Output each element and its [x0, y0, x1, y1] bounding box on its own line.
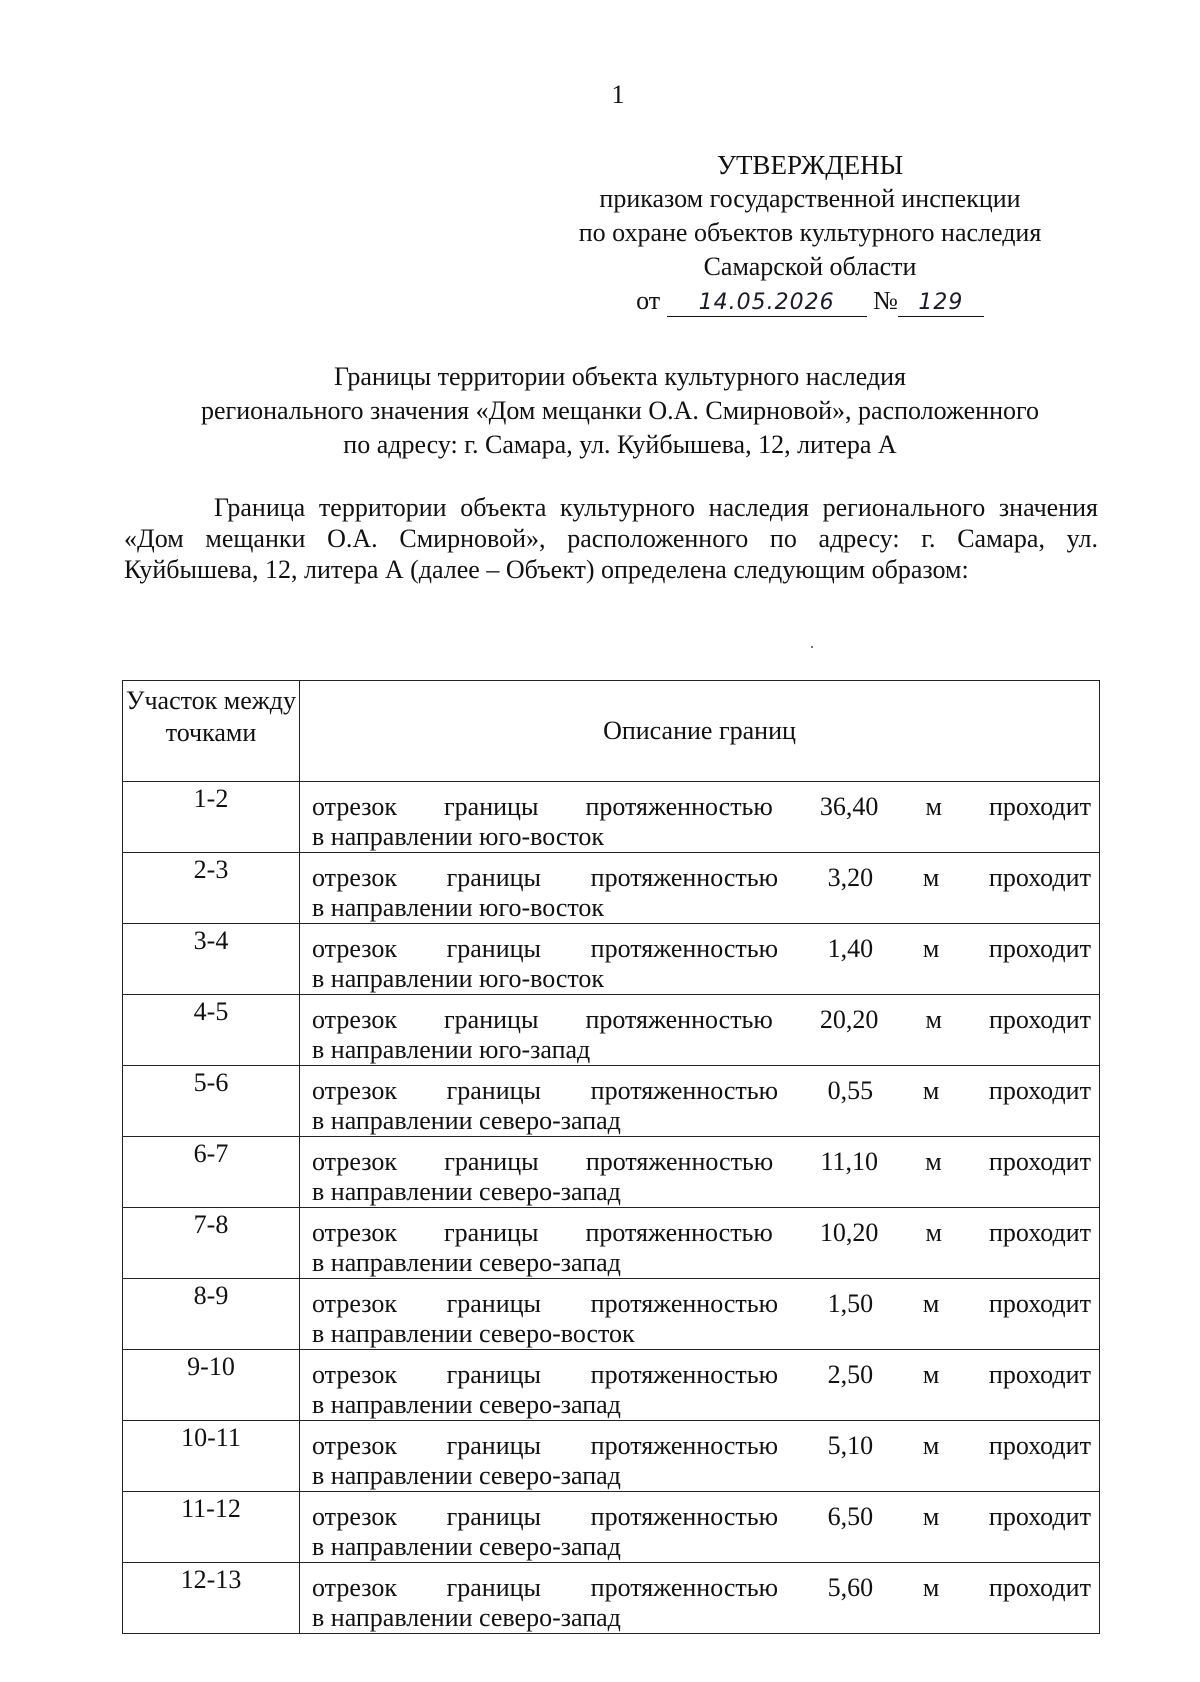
direction-text: в направлении северо-запад	[312, 1248, 621, 1277]
length-value: 0,55	[827, 1076, 874, 1105]
description-line-1	[312, 1218, 1091, 1248]
description-line-1	[312, 1076, 1091, 1106]
intro-text: Граница территории объекта культурного наследия регионального значения «Дом мещанки О.А. Смирновой», расположенного по адресу: г. Самара, ул. Куйбышева, 12, литера А (далее – Объект) определена следующим образом:	[124, 493, 1098, 584]
length-value: 10,20	[819, 1218, 879, 1247]
length-unit: м	[922, 934, 940, 963]
word-length: протяженностью	[585, 1005, 773, 1034]
length-unit: м	[925, 1218, 942, 1247]
boundary-table	[122, 680, 1100, 1634]
description-cell	[300, 1066, 1100, 1137]
length-value: 36,40	[819, 792, 879, 821]
word-length: протяженностью	[585, 1147, 774, 1176]
approval-line-2: по охране объектов культурного наследия	[578, 218, 1042, 247]
length-value: 5,60	[827, 1573, 874, 1602]
section-cell: 3-4	[123, 924, 300, 995]
word-passes: проходит	[988, 934, 1091, 963]
description-line-1	[312, 1360, 1091, 1390]
word-length: протяженностью	[585, 1218, 773, 1247]
word-segment: отрезок	[312, 1360, 397, 1389]
description-cell	[300, 782, 1100, 853]
table-body	[123, 782, 1100, 1634]
section-cell: 2-3	[123, 853, 300, 924]
table-row	[123, 1563, 1100, 1634]
description-cell	[300, 853, 1100, 924]
length-value: 11,10	[820, 1147, 878, 1176]
length-unit: м	[922, 1573, 940, 1602]
section-cell: 12-13	[123, 1563, 300, 1634]
description-line-1	[312, 792, 1091, 822]
direction-text: в направлении северо-запад	[312, 1177, 621, 1206]
word-boundary: границы	[444, 1147, 539, 1176]
word-passes: проходит	[988, 1218, 1091, 1247]
table-row	[123, 1492, 1100, 1563]
length-value: 2,50	[827, 1360, 874, 1389]
direction-text: в направлении юго-запад	[312, 1035, 591, 1064]
word-passes: проходит	[988, 1431, 1091, 1460]
word-segment: отрезок	[312, 1431, 397, 1460]
length-unit: м	[922, 1502, 940, 1531]
section-cell: 11-12	[123, 1492, 300, 1563]
word-boundary: границы	[446, 863, 542, 892]
word-passes: проходит	[988, 1289, 1091, 1318]
approval-line-3: Самарской области	[703, 252, 917, 281]
direction-text: в направлении юго-восток	[312, 822, 605, 851]
order-number-field	[898, 288, 984, 317]
word-segment: отрезок	[312, 1218, 397, 1247]
direction-text: в направлении северо-запад	[312, 1106, 621, 1135]
direction-text: в направлении юго-восток	[312, 964, 605, 993]
word-boundary: границы	[446, 1573, 542, 1602]
word-segment: отрезок	[312, 863, 397, 892]
word-length: протяженностью	[590, 863, 779, 892]
table-row	[123, 782, 1100, 853]
section-cell: 9-10	[123, 1350, 300, 1421]
description-line-1	[312, 1147, 1091, 1177]
section-cell: 10-11	[123, 1421, 300, 1492]
table-row	[123, 1208, 1100, 1279]
header-description: Описание границ	[300, 681, 1100, 782]
length-unit: м	[922, 1076, 940, 1105]
word-segment: отрезок	[312, 934, 397, 963]
intro-paragraph	[124, 492, 1098, 585]
length-unit: м	[922, 1289, 940, 1318]
word-boundary: границы	[446, 1289, 542, 1318]
length-value: 3,20	[827, 863, 874, 892]
length-unit: м	[925, 1005, 942, 1034]
scan-speck	[811, 646, 813, 648]
table-row	[123, 995, 1100, 1066]
word-length: протяженностью	[590, 1502, 779, 1531]
handwritten-number: 129	[918, 290, 964, 315]
description-line-1	[312, 1431, 1091, 1461]
word-segment: отрезок	[312, 1502, 397, 1531]
word-length: протяженностью	[590, 1431, 779, 1460]
word-segment: отрезок	[312, 792, 397, 821]
table-row	[123, 924, 1100, 995]
word-length: протяженностью	[585, 792, 773, 821]
description-line-1	[312, 934, 1091, 964]
word-length: протяженностью	[590, 1289, 779, 1318]
section-cell: 8-9	[123, 1279, 300, 1350]
word-segment: отрезок	[312, 1076, 397, 1105]
length-value: 5,10	[827, 1431, 874, 1460]
table-row	[123, 1066, 1100, 1137]
direction-text: в направлении северо-восток	[312, 1319, 635, 1348]
word-boundary: границы	[444, 1218, 539, 1247]
description-cell	[300, 1563, 1100, 1634]
title-line-1: Границы территории объекта культурного наследия	[333, 362, 907, 391]
word-boundary: границы	[444, 792, 539, 821]
word-boundary: границы	[446, 1076, 542, 1105]
section-cell: 5-6	[123, 1066, 300, 1137]
direction-text: в направлении северо-запад	[312, 1603, 621, 1632]
length-value: 20,20	[819, 1005, 879, 1034]
direction-text: в направлении северо-запад	[312, 1532, 621, 1561]
description-line-1	[312, 863, 1091, 893]
order-date-field	[667, 288, 867, 317]
word-passes: проходит	[988, 1076, 1091, 1105]
word-segment: отрезок	[312, 1005, 397, 1034]
table-row	[123, 1421, 1100, 1492]
description-line-1	[312, 1502, 1091, 1532]
length-value: 1,50	[827, 1289, 874, 1318]
section-cell: 1-2	[123, 782, 300, 853]
word-boundary: границы	[446, 1431, 542, 1460]
length-unit: м	[922, 1360, 940, 1389]
direction-text: в направлении юго-восток	[312, 893, 605, 922]
word-passes: проходит	[988, 792, 1091, 821]
description-cell	[300, 1350, 1100, 1421]
word-boundary: границы	[446, 1502, 542, 1531]
description-line-1	[312, 1289, 1091, 1319]
length-unit: м	[925, 792, 942, 821]
description-line-1	[312, 1573, 1091, 1603]
direction-text: в направлении северо-запад	[312, 1461, 621, 1490]
description-cell	[300, 1279, 1100, 1350]
table-row	[123, 853, 1100, 924]
length-unit: м	[922, 1431, 940, 1460]
header-section: Участок между точками	[123, 681, 300, 782]
page-number: 1	[611, 80, 625, 109]
word-passes: проходит	[988, 1360, 1091, 1389]
word-segment: отрезок	[312, 1573, 397, 1602]
word-boundary: границы	[444, 1005, 539, 1034]
title-line-2: регионального значения «Дом мещанки О.А. Смирновой», расположенного	[200, 396, 1040, 425]
word-passes: проходит	[988, 1502, 1091, 1531]
description-cell	[300, 995, 1100, 1066]
section-cell: 4-5	[123, 995, 300, 1066]
word-length: протяженностью	[590, 934, 779, 963]
length-unit: м	[925, 1147, 942, 1176]
length-unit: м	[922, 863, 940, 892]
section-cell: 6-7	[123, 1137, 300, 1208]
handwritten-date: 14.05.2026	[698, 290, 835, 315]
length-value: 1,40	[827, 934, 874, 963]
description-cell	[300, 1137, 1100, 1208]
word-segment: отрезок	[312, 1147, 397, 1176]
approval-block	[540, 148, 1080, 318]
word-boundary: границы	[446, 1360, 542, 1389]
direction-text: в направлении северо-запад	[312, 1390, 621, 1419]
word-boundary: границы	[446, 934, 542, 963]
word-passes: проходит	[988, 1147, 1091, 1176]
table-header-row	[123, 681, 1100, 782]
word-length: протяженностью	[590, 1573, 779, 1602]
section-cell: 7-8	[123, 1208, 300, 1279]
word-passes: проходит	[988, 1005, 1091, 1034]
description-cell	[300, 924, 1100, 995]
length-value: 6,50	[827, 1502, 874, 1531]
table-row	[123, 1279, 1100, 1350]
document-title	[130, 360, 1110, 462]
description-cell	[300, 1421, 1100, 1492]
word-segment: отрезок	[312, 1289, 397, 1318]
word-length: протяженностью	[590, 1360, 779, 1389]
order-date-number-line	[636, 284, 984, 318]
word-passes: проходит	[988, 1573, 1091, 1602]
description-cell	[300, 1492, 1100, 1563]
number-prefix: №	[873, 286, 898, 315]
approval-line-1: приказом государственной инспекции	[599, 184, 1021, 213]
date-prefix: от	[636, 286, 661, 315]
title-line-3: по адресу: г. Самара, ул. Куйбышева, 12, литера А	[343, 430, 897, 459]
description-line-1	[312, 1005, 1091, 1035]
table-row	[123, 1350, 1100, 1421]
approval-heading: УТВЕРЖДЕНЫ	[716, 150, 904, 180]
table-row	[123, 1137, 1100, 1208]
word-passes: проходит	[988, 863, 1091, 892]
word-length: протяженностью	[590, 1076, 779, 1105]
description-cell	[300, 1208, 1100, 1279]
